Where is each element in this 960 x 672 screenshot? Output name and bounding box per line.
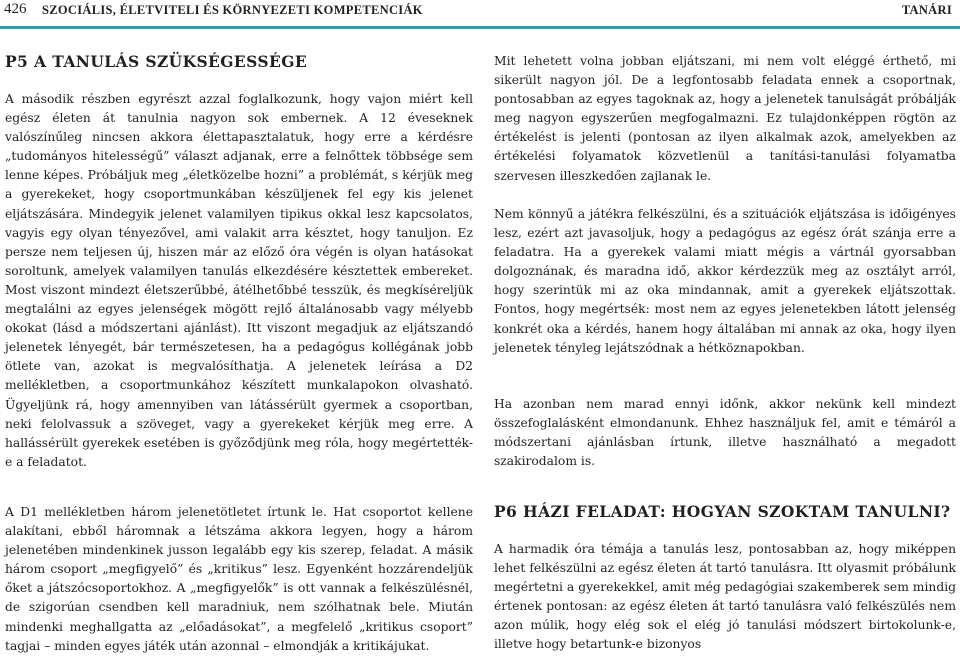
right-paragraph-1: Mit lehetett volna jobban eljátszani, mi nem volt eléggé érthető, mi sikerült nagyon jól. De a legfontosabb feladata ennek a csoportnak, pontosabban az egyes tagoknak az, hogy a jelenetek tanulságát próbálják meg nagyon egyszerűen megfogalmazni. Ez tulajdonképpen rögtön az értékelést is jelenti (pontosan az ilyen alkalmak azok, amelyekben az értékelési folyamatok közvetlenül a tanítási-tanulási folyamatba szervesen illeszkedően zajlanak le. bbox=[494, 54, 956, 183]
side-label: TANÁRI bbox=[901, 3, 952, 17]
left-paragraph-1: A második részben egyrészt azzal foglalkozunk, hogy vajon miért kell egész életen át tanulnia nagyon sok embernek. A 12 éveseknek valószínűleg nincsen akkora élettapasztalatuk, hogy erre a kérdésre „tudományos hitelességű” választ adjanak, erre a felnőttek többsége sem lenne képes. Próbáljuk meg „életközelbe hozni” a problémát, s kérjük meg a gyerekeket, hogy csoportmunkában készüljenek fel egy kis jelenet eljátszására. Mindegyik jelenet valamilyen tipikus okkal lesz kapcsolatos, vagyis egy olyan tényezővel, ami valakit arra késztet, hogy tanuljon. Ez persze nem teljesen új, hiszen már az előző óra végén is olyan hatásokat soroltunk, amelyek valamilyen tanulás elkezdésére késztettek embereket. Most viszont mindezt életszerűbbé, átélhetőbbé tesszük, és megkíséreljük megtalálni az egyes jelenségek mögött rejlő általánosabb vagy mélyebb okokat (lásd a módszertani ajánlást). Itt viszont megadjuk az eljátszandó jelenetek lényegét, bár természetesen, ha a pedagógus kollégának jobb ötlete van, azokat is megvalósíthatja. A jelenetek leírása a D2 mellékletben, a csoportmunkához készített munkalapokon olvasható. Ügyeljünk rá, hogy amennyiben van látássérült gyermek a csoportban, neki felolvassuk a szöveget, vagy a gyerekeket kérjük meg erre. A hallássérült gyerekek esetében is győződjünk meg róla, hogy megértették-e a feladatot. bbox=[5, 92, 473, 469]
page-header bbox=[0, 0, 960, 30]
page-number: 426 bbox=[4, 1, 27, 17]
running-title: SZOCIÁLIS, ÉLETVITELI ÉS KÖRNYEZETI KOMPETENCIÁK bbox=[42, 3, 423, 17]
right-paragraph-3: Ha azonban nem marad ennyi időnk, akkor nekünk kell mindezt összefoglalásként elmondanunk. Ehhez használjuk fel, amit e témáról a módszertani ajánlásban írtunk, illetve használható a megadott szakirodalom is. bbox=[494, 397, 956, 469]
header-rule bbox=[0, 26, 960, 29]
right-paragraph-2: Nem könnyű a játékra felkészülni, és a szituációk eljátszása is időigényes lesz, ezért azt javasoljuk, hogy a pedagógus az egész órát szánja erre a feladatra. Ha a gyerekek valami miatt mégis a vártnál gyorsabban dolgoznának, és maradna idő, akkor kérdezzük meg az osztályt arról, hogy szerintük mi az oka mindannak, amit a gyerekek eljátszottak. Fontos, hogy megértsék: most nem az egyes jelenetekben látott jelenség konkrét oka a kérdés, hanem hogy általában mi annak az oka, hogy ilyen jelenetek tényleg lejátszódnak a hétköznapokban. bbox=[494, 207, 956, 355]
left-paragraph-2: A D1 mellékletben három jelenetötletet írtunk le. Hat csoportot kellene alakítani, ebből háromnak a létszáma akkora legyen, hogy a három jelenetében mindenkinek jusson legalább egy kis szerep, feladat. A másik három csoport „megfigyelő” és „kritikus” lesz. Egyenként hozzárendeljük őket a játszócsoportokhoz. A „megfigyelők” is ott vannak a felkészülésnél, de szigorúan csendben kell maradniuk, nem szólhatnak bele. Miután mindenki meghallgatta az „előadásokat”, a megfelelő „kritikus csoport” tagjai – minden egyes játék után azonnal – elmondják a kritikájukat. bbox=[5, 505, 473, 653]
right-paragraph-4: A harmadik óra témája a tanulás lesz, pontosabban az, hogy miképpen lehet felkészülni az egész életen át tartó tanulásra. Itt olyasmit próbálunk megértetni a gyerekekkel, amit még pedagógiai szakemberek sem mindig értenek pontosan: az egész életen át tartó tanulásra való felkészülés nem azon múlik, hogy elég sok el elég jó tanulási módszert birtokolunk-e, illetve hogy betartunk-e bizonyos bbox=[494, 542, 956, 652]
section-heading-p5: P5 A TANULÁS SZÜKSÉGESSÉGE bbox=[5, 52, 308, 71]
section-heading-p6: P6 HÁZI FELADAT: HOGYAN SZOKTAM TANULNI? bbox=[494, 502, 951, 521]
